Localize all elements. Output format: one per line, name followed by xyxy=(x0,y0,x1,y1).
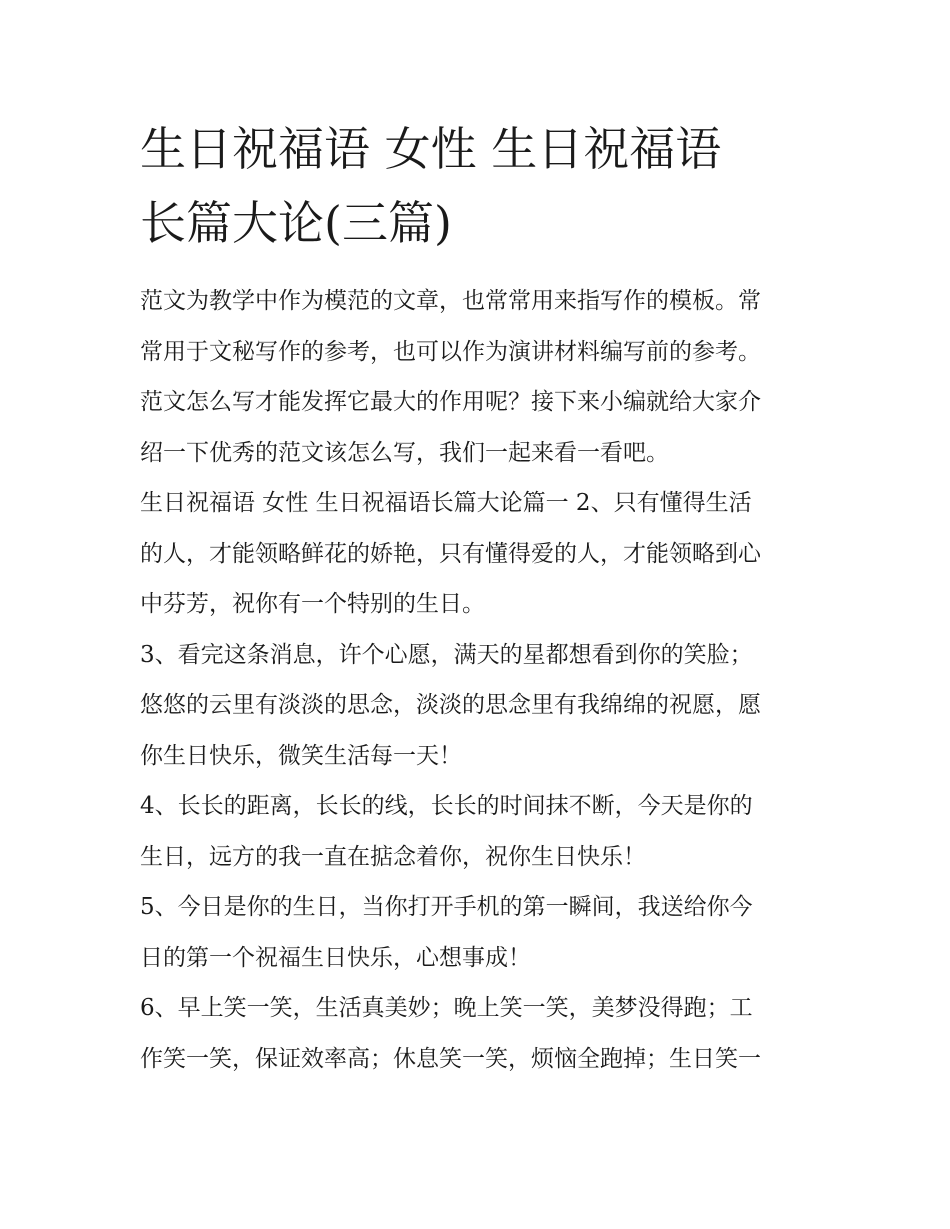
paragraph-item-4 xyxy=(140,781,820,882)
document-body xyxy=(140,276,820,1084)
text-line: 生日祝福语 女性 生日祝福语长篇大论篇一 2、只有懂得生活 xyxy=(140,490,752,516)
title-line: 长篇大论(三篇) xyxy=(140,196,452,250)
paragraph-intro xyxy=(140,276,820,478)
text-line: 3、看完这条消息，许个心愿，满天的星都想看到你的笑脸； xyxy=(140,641,753,668)
text-line: 4、长长的距离，长长的线，长长的时间抹不断，今天是你的 xyxy=(140,793,753,819)
paragraph-section-one xyxy=(140,478,820,630)
page-title xyxy=(140,112,820,260)
text-line: 作笑一笑，保证效率高；休息笑一笑，烦恼全跑掉；生日笑一 xyxy=(140,1045,761,1072)
text-line: 生日，远方的我一直在掂念着你，祝你生日快乐！ xyxy=(140,843,646,870)
text-line: 绍一下优秀的范文该怎么写，我们一起来看一看吧。 xyxy=(140,439,669,466)
title-line: 生日祝福语 女性 生日祝福语 xyxy=(140,122,722,176)
paragraph-item-5 xyxy=(140,882,820,983)
text-line: 悠悠的云里有淡淡的思念，淡淡的思念里有我绵绵的祝愿，愿 xyxy=(140,692,761,718)
text-line: 的人，才能领略鲜花的娇艳，只有懂得爱的人，才能领略到心 xyxy=(140,540,761,567)
text-line: 日的第一个祝福生日快乐，心想事成！ xyxy=(140,944,531,971)
text-line: 你生日快乐，微笑生活每一天！ xyxy=(140,742,462,769)
text-line: 常用于文秘写作的参考，也可以作为演讲材料编写前的参考。 xyxy=(140,338,761,365)
text-line: 中芬芳，祝你有一个特别的生日。 xyxy=(140,591,485,617)
text-line: 范文怎么写才能发挥它最大的作用呢？接下来小编就给大家介 xyxy=(140,389,761,415)
paragraph-item-3 xyxy=(140,630,820,782)
text-line: 5、今日是你的生日，当你打开手机的第一瞬间，我送给你今 xyxy=(140,894,753,920)
text-line: 范文为教学中作为模范的文章，也常常用来指写作的模板。常 xyxy=(140,288,761,314)
paragraph-item-6 xyxy=(140,983,820,1084)
text-line: 6、早上笑一笑，生活真美妙；晚上笑一笑，美梦没得跑；工 xyxy=(140,995,753,1021)
